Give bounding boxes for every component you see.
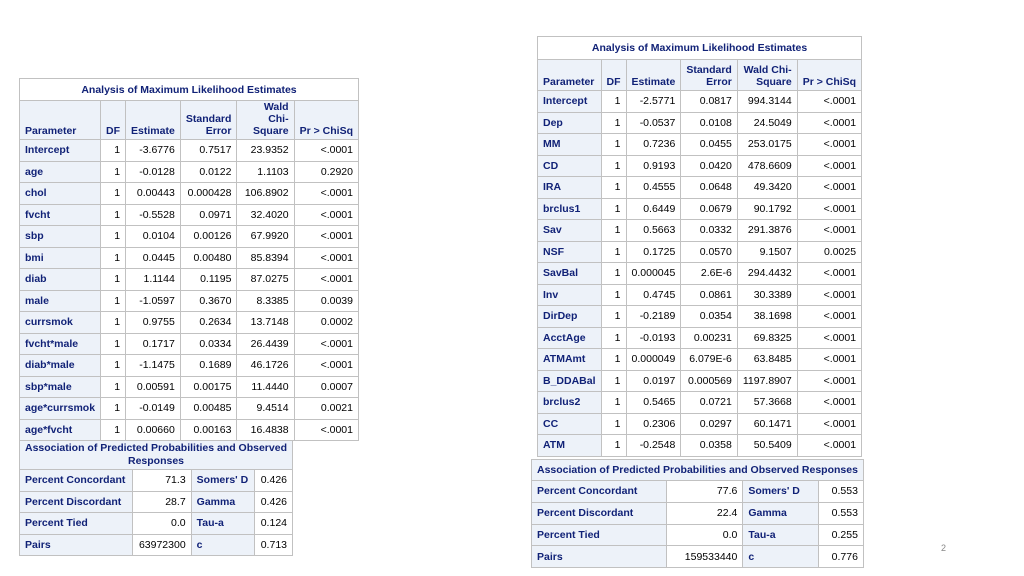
table-cell: 1 (101, 376, 126, 398)
column-header: Pr > ChiSq (294, 101, 358, 140)
row-header: Intercept (20, 140, 101, 162)
table-cell: 0.0108 (681, 112, 738, 134)
table-cell: <.0001 (797, 155, 861, 177)
table-title: Association of Predicted Probabilities and Observed Responses (20, 441, 293, 470)
table-cell: 0.00660 (126, 419, 181, 441)
table-row (20, 398, 359, 420)
table-row (538, 284, 862, 306)
row-header: Tau-a (743, 524, 819, 546)
table-cell: 0.0648 (681, 177, 738, 199)
table-row (20, 161, 359, 183)
table-cell: <.0001 (797, 349, 861, 371)
row-header: ATMAmt (538, 349, 602, 371)
table-cell: <.0001 (797, 413, 861, 435)
row-header: fvcht (20, 204, 101, 226)
table-cell: 0.0122 (180, 161, 237, 183)
table-cell: 0.00480 (180, 247, 237, 269)
table-cell: <.0001 (797, 370, 861, 392)
table-cell: 1 (101, 161, 126, 183)
table-cell: 0.00591 (126, 376, 181, 398)
table-cell: <.0001 (294, 269, 358, 291)
table-cell: 1 (101, 140, 126, 162)
table-cell: 0.5465 (626, 392, 681, 414)
table-cell: <.0001 (294, 419, 358, 441)
row-header: Percent Discordant (20, 491, 133, 513)
table-cell: 1 (601, 241, 626, 263)
table-cell: -0.2548 (626, 435, 681, 457)
table-cell: <.0001 (294, 247, 358, 269)
table-cell: 8.3385 (237, 290, 294, 312)
table-cell: 0.7517 (180, 140, 237, 162)
table-cell: 87.0275 (237, 269, 294, 291)
row-header: sbp*male (20, 376, 101, 398)
left-estimates-table (19, 78, 359, 441)
table-row (538, 134, 862, 156)
row-header: fvcht*male (20, 333, 101, 355)
table-body (20, 470, 293, 556)
table-body (532, 481, 864, 568)
table-cell: <.0001 (797, 198, 861, 220)
row-header: Gamma (743, 502, 819, 524)
table-cell: -0.0193 (626, 327, 681, 349)
table-cell: 0.00485 (180, 398, 237, 420)
table-cell: <.0001 (294, 140, 358, 162)
table-cell: 38.1698 (737, 306, 797, 328)
table-cell: 57.3668 (737, 392, 797, 414)
table-row (20, 419, 359, 441)
table-row (538, 392, 862, 414)
table-cell: 77.6 (666, 481, 743, 503)
table-row (538, 349, 862, 371)
table-cell: 0.00443 (126, 183, 181, 205)
table-cell: -0.5528 (126, 204, 181, 226)
table-cell: 2.6E-6 (681, 263, 738, 285)
column-header: Wald Chi-Square (237, 101, 294, 140)
row-header: NSF (538, 241, 602, 263)
row-header: CD (538, 155, 602, 177)
table-cell: 0.1689 (180, 355, 237, 377)
table-body (20, 140, 359, 441)
table-row (20, 355, 359, 377)
table-cell: 9.1507 (737, 241, 797, 263)
table-cell: 0.9755 (126, 312, 181, 334)
table-cell: 159533440 (666, 546, 743, 568)
table-cell: 1 (601, 349, 626, 371)
table-cell: 0.0104 (126, 226, 181, 248)
table-row (538, 241, 862, 263)
table-row (538, 91, 862, 113)
table-cell: 0.0445 (126, 247, 181, 269)
column-header: Parameter (20, 101, 101, 140)
row-header: bmi (20, 247, 101, 269)
table-cell: 1 (601, 413, 626, 435)
table-cell: 0.124 (255, 513, 293, 535)
page-number: 2 (941, 543, 947, 553)
table-cell: 28.7 (133, 491, 192, 513)
table-cell: 0.6449 (626, 198, 681, 220)
table-cell: -1.1475 (126, 355, 181, 377)
table-cell: 0.00231 (681, 327, 738, 349)
row-header: currsmok (20, 312, 101, 334)
table-cell: 16.4838 (237, 419, 294, 441)
row-header: Pairs (532, 546, 667, 568)
table-row (538, 155, 862, 177)
table-row (20, 140, 359, 162)
table-cell: 85.8394 (237, 247, 294, 269)
table-cell: 0.00126 (180, 226, 237, 248)
table-cell: 1.1103 (237, 161, 294, 183)
row-header: Somers' D (743, 481, 819, 503)
table-cell: 0.7236 (626, 134, 681, 156)
table-cell: 0.0679 (681, 198, 738, 220)
table-cell: 22.4 (666, 502, 743, 524)
table-body (538, 91, 862, 457)
table-cell: 1 (101, 419, 126, 441)
table-cell: 0.5663 (626, 220, 681, 242)
table-row (538, 177, 862, 199)
table-cell: 69.8325 (737, 327, 797, 349)
row-header: Tau-a (191, 513, 254, 535)
table-row (538, 370, 862, 392)
table-cell: 1 (101, 226, 126, 248)
table-cell: 24.5049 (737, 112, 797, 134)
table-cell: 13.7148 (237, 312, 294, 334)
row-header: Inv (538, 284, 602, 306)
table-cell: -2.5771 (626, 91, 681, 113)
table-cell: 0.000428 (180, 183, 237, 205)
table-cell: 294.4432 (737, 263, 797, 285)
table-cell: 1 (101, 247, 126, 269)
table-cell: 67.9920 (237, 226, 294, 248)
table-cell: 1 (601, 198, 626, 220)
table-cell: 0.553 (818, 502, 863, 524)
row-header: Dep (538, 112, 602, 134)
table-row (20, 290, 359, 312)
table-cell: -0.0537 (626, 112, 681, 134)
column-header: Estimate (626, 60, 681, 91)
table-cell: 1 (601, 263, 626, 285)
table-cell: <.0001 (294, 204, 358, 226)
table-cell: 1 (601, 392, 626, 414)
table-cell: <.0001 (294, 333, 358, 355)
table-cell: 71.3 (133, 470, 192, 492)
table-cell: 0.0354 (681, 306, 738, 328)
table-cell: 0.255 (818, 524, 863, 546)
column-header: Parameter (538, 60, 602, 91)
row-header: Gamma (191, 491, 254, 513)
table-row (538, 263, 862, 285)
table-cell: 0.2306 (626, 413, 681, 435)
table-row (538, 413, 862, 435)
row-header: Percent Concordant (532, 481, 667, 503)
row-header: chol (20, 183, 101, 205)
table-row (20, 269, 359, 291)
table-cell: <.0001 (797, 220, 861, 242)
table-cell: 9.4514 (237, 398, 294, 420)
right-estimates-table (537, 36, 862, 457)
table-cell: 0.0 (133, 513, 192, 535)
table-cell: 0.1717 (126, 333, 181, 355)
left-association-table (19, 440, 293, 556)
table-cell: 0.0 (666, 524, 743, 546)
table-cell: 30.3389 (737, 284, 797, 306)
table-cell: 253.0175 (737, 134, 797, 156)
row-header: diab (20, 269, 101, 291)
table-cell: -1.0597 (126, 290, 181, 312)
row-header: male (20, 290, 101, 312)
table-cell: 1 (601, 435, 626, 457)
table-row (20, 204, 359, 226)
table-cell: 0.426 (255, 491, 293, 513)
table-cell: 0.0358 (681, 435, 738, 457)
row-header: brclus2 (538, 392, 602, 414)
table-cell: 26.4439 (237, 333, 294, 355)
table-cell: 0.000045 (626, 263, 681, 285)
table-row (20, 470, 293, 492)
table-cell: -0.0128 (126, 161, 181, 183)
table-cell: 1 (101, 398, 126, 420)
table-row (538, 198, 862, 220)
table-cell: 1 (101, 290, 126, 312)
row-header: Percent Tied (532, 524, 667, 546)
table-cell: -3.6776 (126, 140, 181, 162)
table-cell: 0.0334 (180, 333, 237, 355)
row-header: Sav (538, 220, 602, 242)
table-cell: 291.3876 (737, 220, 797, 242)
row-header: CC (538, 413, 602, 435)
table-cell: 6.079E-6 (681, 349, 738, 371)
right-association-table (531, 459, 864, 568)
table-cell: 0.0007 (294, 376, 358, 398)
table-row (20, 376, 359, 398)
row-header: sbp (20, 226, 101, 248)
table-cell: 0.0297 (681, 413, 738, 435)
table-cell: 0.0420 (681, 155, 738, 177)
table-cell: 0.0570 (681, 241, 738, 263)
row-header: age*currsmok (20, 398, 101, 420)
column-header: DF (601, 60, 626, 91)
table-cell: 60.1471 (737, 413, 797, 435)
table-title: Association of Predicted Probabilities and Observed Responses (532, 460, 864, 481)
table-title: Analysis of Maximum Likelihood Estimates (538, 37, 862, 60)
table-cell: 23.9352 (237, 140, 294, 162)
table-cell: 50.5409 (737, 435, 797, 457)
table-row (20, 491, 293, 513)
table-row (20, 183, 359, 205)
table-cell: <.0001 (797, 435, 861, 457)
table-row (20, 226, 359, 248)
table-cell: 0.0039 (294, 290, 358, 312)
table-cell: 478.6609 (737, 155, 797, 177)
row-header: MM (538, 134, 602, 156)
table-cell: 46.1726 (237, 355, 294, 377)
table-cell: -0.0149 (126, 398, 181, 420)
table-cell: 0.0721 (681, 392, 738, 414)
table-cell: 63972300 (133, 534, 192, 556)
table-cell: 1 (601, 177, 626, 199)
row-header: diab*male (20, 355, 101, 377)
table-cell: 0.1725 (626, 241, 681, 263)
table-cell: 63.8485 (737, 349, 797, 371)
table-cell: 1 (101, 355, 126, 377)
table-cell: <.0001 (797, 327, 861, 349)
table-cell: 1 (601, 370, 626, 392)
table-cell: 49.3420 (737, 177, 797, 199)
table-cell: 0.00175 (180, 376, 237, 398)
table-cell: 0.0002 (294, 312, 358, 334)
table-cell: 0.3670 (180, 290, 237, 312)
table-cell: 0.000569 (681, 370, 738, 392)
table-cell: 1 (601, 220, 626, 242)
table-cell: 1 (601, 112, 626, 134)
table-cell: 0.0021 (294, 398, 358, 420)
table-cell: 1 (601, 155, 626, 177)
table-cell: 0.0197 (626, 370, 681, 392)
row-header: age (20, 161, 101, 183)
table-cell: 0.00163 (180, 419, 237, 441)
row-header: Percent Discordant (532, 502, 667, 524)
table-cell: 106.8902 (237, 183, 294, 205)
table-row (20, 513, 293, 535)
table-cell: 1 (601, 306, 626, 328)
row-header: ATM (538, 435, 602, 457)
table-cell: 1 (101, 204, 126, 226)
row-header: DirDep (538, 306, 602, 328)
table-cell: 0.426 (255, 470, 293, 492)
table-cell: 0.4555 (626, 177, 681, 199)
table-cell: 0.713 (255, 534, 293, 556)
row-header: SavBal (538, 263, 602, 285)
table-cell: 0.1195 (180, 269, 237, 291)
table-cell: 1197.8907 (737, 370, 797, 392)
table-cell: 11.4440 (237, 376, 294, 398)
table-cell: -0.2189 (626, 306, 681, 328)
table-cell: 0.0455 (681, 134, 738, 156)
table-cell: 0.0971 (180, 204, 237, 226)
table-row (538, 112, 862, 134)
table-cell: <.0001 (797, 306, 861, 328)
table-row (20, 333, 359, 355)
row-header: c (743, 546, 819, 568)
column-header: Pr > ChiSq (797, 60, 861, 91)
row-header: Pairs (20, 534, 133, 556)
row-header: IRA (538, 177, 602, 199)
table-row (538, 220, 862, 242)
table-cell: 0.2634 (180, 312, 237, 334)
column-header: Wald Chi-Square (737, 60, 797, 91)
table-cell: 0.000049 (626, 349, 681, 371)
table-cell: 994.3144 (737, 91, 797, 113)
table-cell: 90.1792 (737, 198, 797, 220)
table-row (532, 502, 864, 524)
column-header: Estimate (126, 101, 181, 140)
table-cell: 1 (101, 333, 126, 355)
table-cell: <.0001 (294, 355, 358, 377)
table-cell: 1 (601, 327, 626, 349)
row-header: brclus1 (538, 198, 602, 220)
table-cell: 0.0861 (681, 284, 738, 306)
table-cell: 0.0025 (797, 241, 861, 263)
table-cell: <.0001 (294, 183, 358, 205)
table-title: Analysis of Maximum Likelihood Estimates (20, 79, 359, 101)
table-cell: 0.9193 (626, 155, 681, 177)
table-row (532, 524, 864, 546)
row-header: Intercept (538, 91, 602, 113)
table-row (20, 312, 359, 334)
table-row (20, 247, 359, 269)
table-cell: 0.0817 (681, 91, 738, 113)
table-cell: 1 (601, 91, 626, 113)
row-header: Percent Tied (20, 513, 133, 535)
table-cell: 0.553 (818, 481, 863, 503)
table-cell: 0.2920 (294, 161, 358, 183)
column-header: Standard Error (681, 60, 738, 91)
column-header: DF (101, 101, 126, 140)
table-cell: 32.4020 (237, 204, 294, 226)
table-cell: 1 (101, 269, 126, 291)
table-cell: <.0001 (797, 392, 861, 414)
table-row (532, 546, 864, 568)
row-header: B_DDABal (538, 370, 602, 392)
table-row (538, 435, 862, 457)
row-header: AcctAge (538, 327, 602, 349)
table-cell: 1 (101, 312, 126, 334)
table-cell: <.0001 (797, 134, 861, 156)
table-cell: <.0001 (797, 91, 861, 113)
table-cell: 1.1144 (126, 269, 181, 291)
row-header: c (191, 534, 254, 556)
row-header: Somers' D (191, 470, 254, 492)
row-header: Percent Concordant (20, 470, 133, 492)
table-cell: 0.4745 (626, 284, 681, 306)
table-cell: <.0001 (294, 226, 358, 248)
column-header: Standard Error (180, 101, 237, 140)
table-cell: <.0001 (797, 177, 861, 199)
table-cell: <.0001 (797, 284, 861, 306)
row-header: age*fvcht (20, 419, 101, 441)
table-row (532, 481, 864, 503)
table-cell: 0.0332 (681, 220, 738, 242)
table-cell: 1 (101, 183, 126, 205)
table-row (538, 327, 862, 349)
table-row (20, 534, 293, 556)
table-cell: 1 (601, 134, 626, 156)
table-row (538, 306, 862, 328)
table-cell: 0.776 (818, 546, 863, 568)
table-cell: 1 (601, 284, 626, 306)
table-cell: <.0001 (797, 263, 861, 285)
table-cell: <.0001 (797, 112, 861, 134)
